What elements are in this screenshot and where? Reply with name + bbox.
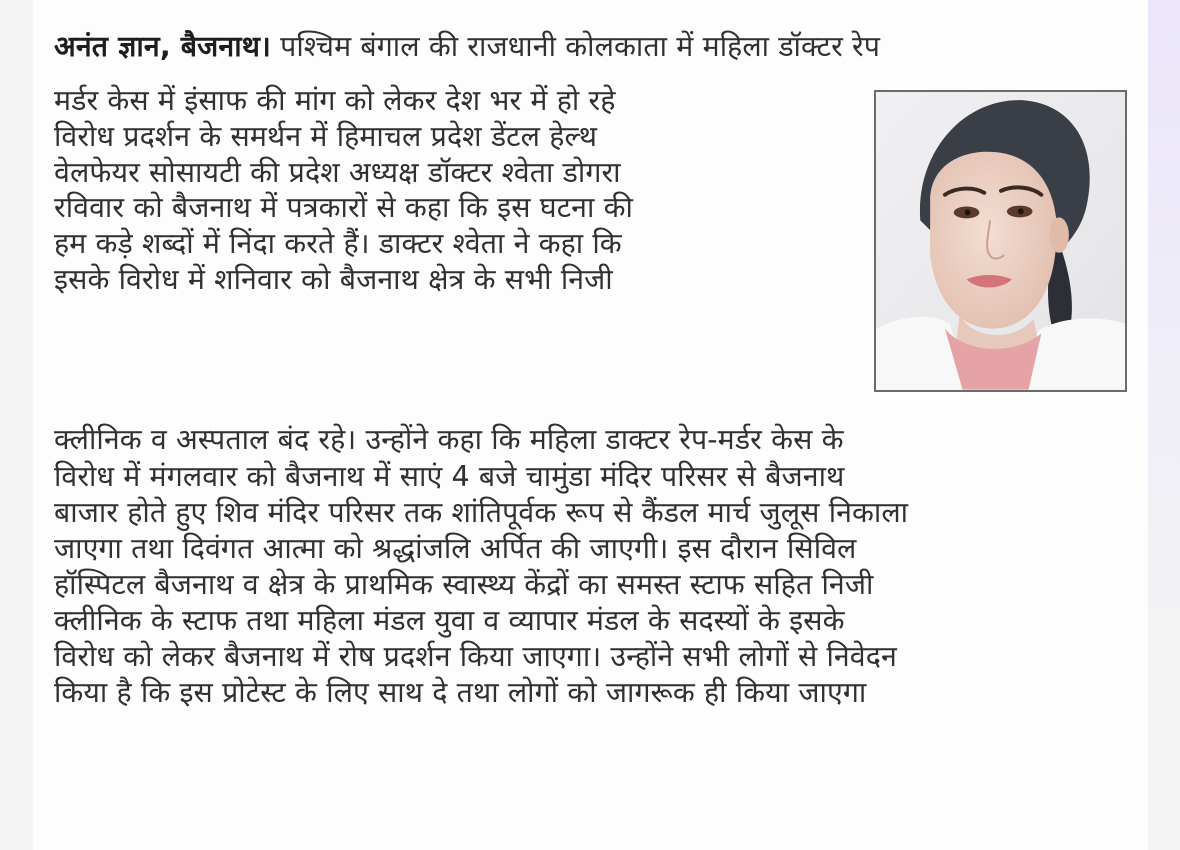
right-margin-strip	[1148, 0, 1180, 850]
article-line-10: बाजार होते हुए शिव मंदिर परिसर तक शांतिपूर्वक रूप से कैंडल मार्च जुलूस निकाला	[54, 496, 909, 529]
article-line-15: किया है कि इस प्रोटेस्ट के लिए साथ दे तथा लोगों को जागरूक ही किया जाएगा	[54, 676, 867, 709]
article-line-9: विरोध में मंगलवार को बैजनाथ में साएं 4 बजे चामुंडा मंदिर परिसर से बैजनाथ	[54, 460, 845, 493]
dateline: अनंत ज्ञान, बैजनाथ।	[54, 30, 271, 63]
article-text: पश्चिम बंगाल की राजधानी कोलकाता में महिला डॉक्टर रेप	[280, 30, 881, 63]
article-line-2: मर्डर केस में इंसाफ की मांग को लेकर देश भर में हो रहे	[54, 84, 616, 117]
article-line-3: विरोध प्रदर्शन के समर्थन में हिमाचल प्रदेश डेंटल हेल्थ	[54, 120, 598, 153]
article-line-12: हॉस्पिटल बैजनाथ व क्षेत्र के प्राथमिक स्वास्थ्य केंद्रों का समस्त स्टाफ सहित निजी	[54, 568, 874, 601]
article-line-11: जाएगा तथा दिवंगत आत्मा को श्रद्धांजलि अर्पित की जाएगी। इस दौरान सिविल	[54, 532, 857, 565]
article-line-7: इसके विरोध में शनिवार को बैजनाथ क्षेत्र के सभी निजी	[54, 263, 613, 296]
article-line-13: क्लीनिक के स्टाफ तथा महिला मंडल युवा व व्यापार मंडल के सदस्यों के इसके	[54, 604, 845, 637]
left-margin-strip	[0, 0, 33, 850]
portrait-photo	[874, 90, 1127, 392]
newspaper-clipping	[33, 0, 1148, 850]
article-line-1	[54, 29, 1134, 65]
portrait-illustration	[876, 92, 1125, 390]
article-line-8: क्लीनिक व अस्पताल बंद रहे। उन्होंने कहा कि महिला डाक्टर रेप-मर्डर केस के	[54, 423, 844, 456]
article-line-4: वेलफेयर सोसायटी की प्रदेश अध्यक्ष डॉक्टर श्वेता डोगरा	[54, 156, 621, 189]
article-line-6: हम कड़े शब्दों में निंदा करते हैं। डाक्टर श्वेता ने कहा कि	[54, 227, 622, 260]
article-line-5: रविवार को बैजनाथ में पत्रकारों से कहा कि इस घटना की	[54, 191, 634, 224]
article-line-14: विरोध को लेकर बैजनाथ में रोष प्रदर्शन किया जाएगा। उन्होंने सभी लोगों से निवेदन	[54, 640, 897, 673]
